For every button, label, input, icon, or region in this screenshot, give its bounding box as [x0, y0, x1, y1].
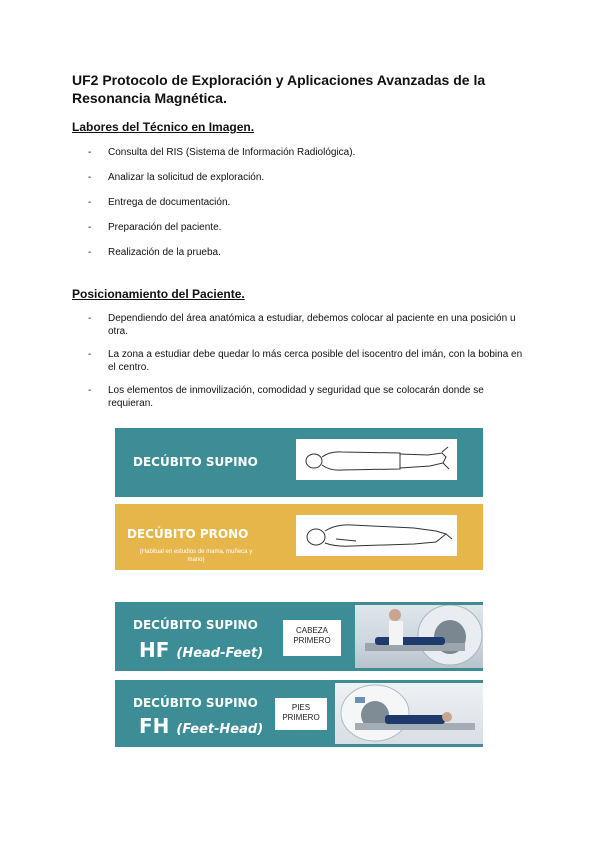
list-item: - Dependiendo del área anatómica a estudiar, debemos colocar al paciente en una posición u otra. — [88, 313, 516, 337]
list-item: - Entrega de documentación. — [88, 197, 231, 208]
list-item: - Los elementos de inmovilización, comodidad y seguridad que se colocarán donde se requieran. — [88, 385, 484, 409]
list-item: - Realización de la prueba. — [88, 247, 221, 258]
banner-note: (Habitual en estudios de mama, muñeca y mano) — [139, 549, 253, 563]
list-item: - Preparación del paciente. — [88, 222, 222, 233]
mri-photo-head-first — [355, 605, 483, 668]
banner-label: DECÚBITO SUPINO — [133, 618, 258, 632]
banner-decubito-supino-fh — [115, 680, 483, 747]
banner-decubito-supino-hf — [115, 602, 483, 671]
document-title: UF2 Protocolo de Exploración y Aplicaciones Avanzadas de la Resonancia Magnética. — [72, 72, 486, 106]
section-heading-labores: Labores del Técnico en Imagen. — [72, 120, 255, 134]
patient-supine-drawing — [296, 439, 457, 480]
banner-code: FH (Feet-Head) — [139, 714, 264, 738]
banner-decubito-supino — [115, 428, 483, 497]
section-heading-posicionamiento: Posicionamiento del Paciente. — [72, 287, 245, 301]
labores-list — [88, 146, 528, 259]
posicionamiento-list — [88, 312, 528, 410]
banner-decubito-prono — [115, 504, 483, 570]
list-item: - Consulta del RIS (Sistema de Información Radiológica). — [88, 147, 356, 158]
pies-primero-card: PIES PRIMERO — [275, 698, 327, 730]
banner-label: DECÚBITO PRONO — [127, 527, 249, 541]
banner-label: DECÚBITO SUPINO — [133, 696, 258, 710]
list-item: - La zona a estudiar debe quedar lo más cerca posible del isocentro del imán, con la bobina en el centro. — [88, 349, 523, 373]
patient-prone-drawing — [296, 515, 457, 556]
banner-label: DECÚBITO SUPINO — [133, 455, 258, 469]
mri-photo-feet-first — [335, 683, 483, 744]
cabeza-primero-card: CABEZA PRIMERO — [283, 620, 341, 656]
banner-code: HF (Head-Feet) — [139, 638, 264, 662]
list-item: - Analizar la solicitud de exploración. — [88, 172, 265, 183]
